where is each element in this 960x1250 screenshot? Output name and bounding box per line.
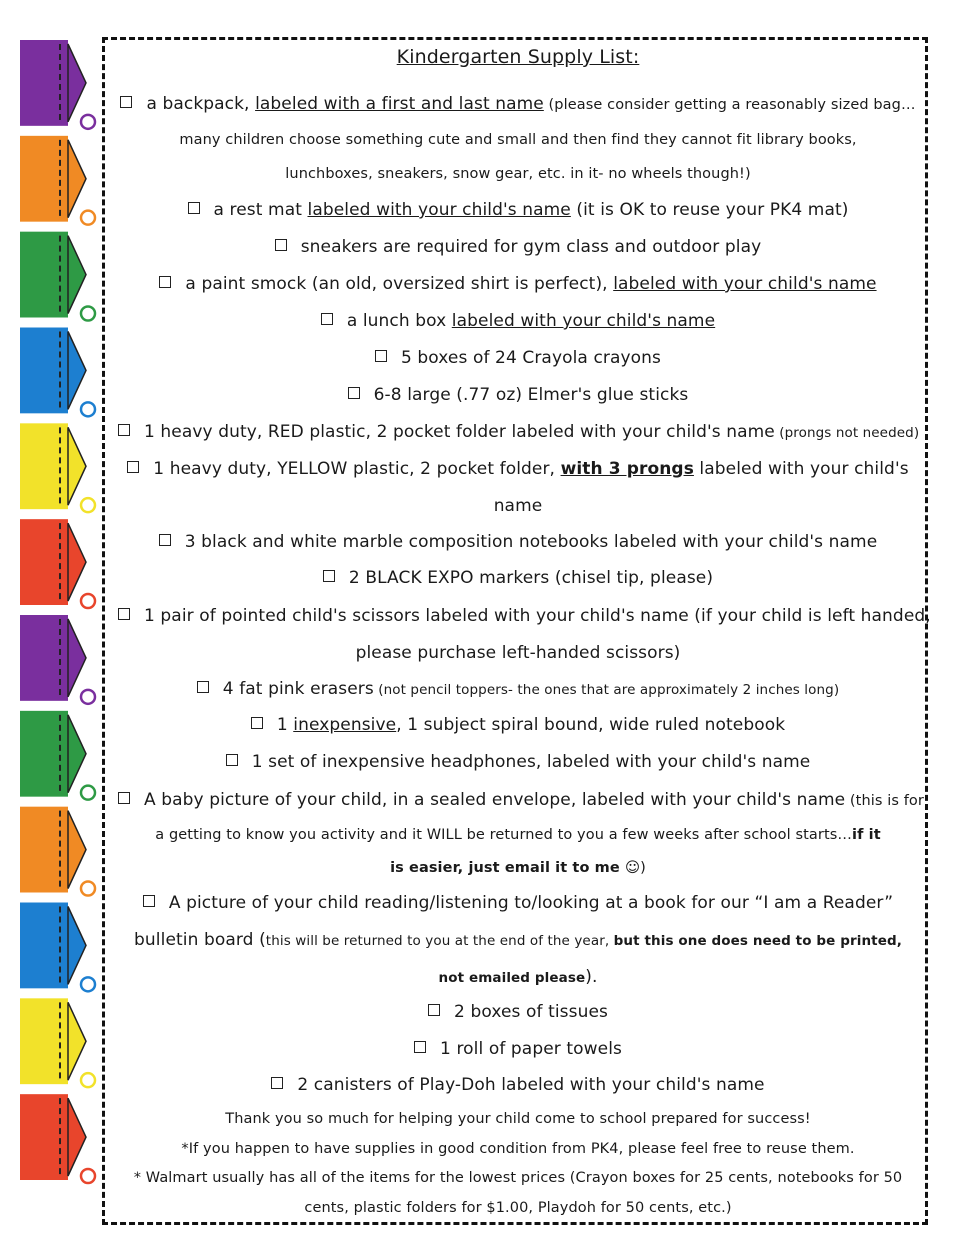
crayon-icon bbox=[20, 136, 95, 225]
crayon-icon bbox=[20, 903, 95, 992]
list-item-headphones: 1 set of inexpensive headphones, labeled with your child's name bbox=[118, 752, 918, 772]
list-item-rest-mat: a rest mat labeled with your child's name (it is OK to reuse your PK4 mat) bbox=[118, 200, 918, 220]
backpack-note-line: many children choose something cute and small and then find they cannot fit library books, bbox=[179, 132, 857, 148]
list-item-playdoh: 2 canisters of Play-Doh labeled with your child's name bbox=[118, 1075, 918, 1095]
checkbox[interactable] bbox=[159, 276, 171, 288]
reader-picture-line2: bulletin board (this will be returned to you at the end of the year, but this one does need to be printed, bbox=[134, 930, 902, 950]
crayon-icon bbox=[20, 40, 95, 129]
yellow-folder-line2: name bbox=[493, 496, 543, 516]
crayon-icon bbox=[20, 328, 95, 417]
list-item-red-folder: 1 heavy duty, RED plastic, 2 pocket folder labeled with your child's name (prongs not needed) bbox=[118, 422, 918, 442]
baby-picture-note-line: a getting to know you activity and it WILL be returned to you a few weeks after school starts…if it bbox=[155, 827, 881, 843]
list-item-crayons: 5 boxes of 24 Crayola crayons bbox=[118, 348, 918, 368]
footer-reuse-note: *If you happen to have supplies in good condition from PK4, please feel free to reuse them. bbox=[181, 1141, 855, 1157]
baby-picture-note-line: is easier, just email it to me ☺) bbox=[390, 860, 646, 876]
checkbox[interactable] bbox=[188, 202, 200, 214]
crayon-icon bbox=[20, 615, 95, 704]
list-item-sneakers: sneakers are required for gym class and outdoor play bbox=[118, 237, 918, 257]
list-item-notebooks: 3 black and white marble composition notebooks labeled with your child's name bbox=[118, 532, 918, 552]
list-item-scissors: 1 pair of pointed child's scissors labeled with your child's name (if your child is left handed, bbox=[118, 606, 918, 626]
checkbox[interactable] bbox=[251, 717, 263, 729]
list-item-tissues: 2 boxes of tissues bbox=[118, 1002, 918, 1022]
checkbox[interactable] bbox=[275, 239, 287, 251]
list-item-spiral-notebook: 1 inexpensive, 1 subject spiral bound, wide ruled notebook bbox=[118, 715, 918, 735]
checkbox[interactable] bbox=[414, 1041, 426, 1053]
crayon-border-decoration bbox=[20, 40, 100, 1190]
checkbox[interactable] bbox=[321, 313, 333, 325]
crayon-icon bbox=[20, 1094, 95, 1183]
checkbox[interactable] bbox=[375, 350, 387, 362]
backpack-note-line: lunchboxes, sneakers, snow gear, etc. in it- no wheels though!) bbox=[285, 166, 751, 182]
crayon-icon bbox=[20, 519, 95, 608]
reader-picture-line3: not emailed please). bbox=[438, 967, 598, 987]
checkbox[interactable] bbox=[143, 895, 155, 907]
list-item-glue: 6-8 large (.77 oz) Elmer's glue sticks bbox=[118, 385, 918, 405]
list-item-paper-towels: 1 roll of paper towels bbox=[118, 1039, 918, 1059]
crayon-icon bbox=[20, 807, 95, 896]
checkbox[interactable] bbox=[120, 96, 132, 108]
list-item-yellow-folder: 1 heavy duty, YELLOW plastic, 2 pocket folder, with 3 prongs labeled with your child's bbox=[118, 459, 918, 479]
crayon-icon bbox=[20, 998, 95, 1087]
crayon-icon bbox=[20, 423, 95, 512]
checkbox[interactable] bbox=[271, 1077, 283, 1089]
checkbox[interactable] bbox=[118, 608, 130, 620]
crayon-icon bbox=[20, 232, 95, 321]
checkbox[interactable] bbox=[159, 534, 171, 546]
checkbox[interactable] bbox=[428, 1004, 440, 1016]
footer-walmart-note-line2: cents, plastic folders for $1.00, Playdoh for 50 cents, etc.) bbox=[304, 1200, 732, 1216]
crayon-border-art bbox=[20, 40, 100, 1190]
list-item-markers: 2 BLACK EXPO markers (chisel tip, please) bbox=[118, 568, 918, 588]
supply-list bbox=[118, 40, 931, 1220]
list-item-lunchbox: a lunch box labeled with your child's name bbox=[118, 311, 918, 331]
checkbox[interactable] bbox=[127, 461, 139, 473]
checkbox[interactable] bbox=[323, 570, 335, 582]
checkbox[interactable] bbox=[348, 387, 360, 399]
list-item-reader-picture: A picture of your child reading/listening to/looking at a book for our “I am a Reader” bbox=[118, 893, 918, 913]
checkbox[interactable] bbox=[118, 792, 130, 804]
checkbox[interactable] bbox=[118, 424, 130, 436]
list-item-baby-picture: A baby picture of your child, in a sealed envelope, labeled with your child's name (this is for bbox=[118, 790, 918, 810]
list-item-smock: a paint smock (an old, oversized shirt is perfect), labeled with your child's name bbox=[118, 274, 918, 294]
list-item-backpack: a backpack, labeled with a first and last name (please consider getting a reasonably sized bag… bbox=[118, 94, 918, 114]
checkbox[interactable] bbox=[197, 681, 209, 693]
crayon-icon bbox=[20, 711, 95, 800]
list-item-erasers: 4 fat pink erasers (not pencil toppers- the ones that are approximately 2 inches long) bbox=[118, 679, 918, 699]
checkbox[interactable] bbox=[226, 754, 238, 766]
scissors-line2: please purchase left-handed scissors) bbox=[355, 643, 681, 663]
footer-walmart-note: * Walmart usually has all of the items for the lowest prices (Crayon boxes for 25 cents, notebooks for 50 bbox=[133, 1170, 903, 1186]
page-title: Kindergarten Supply List: bbox=[396, 46, 640, 68]
footer-thanks: Thank you so much for helping your child come to school prepared for success! bbox=[225, 1111, 811, 1127]
